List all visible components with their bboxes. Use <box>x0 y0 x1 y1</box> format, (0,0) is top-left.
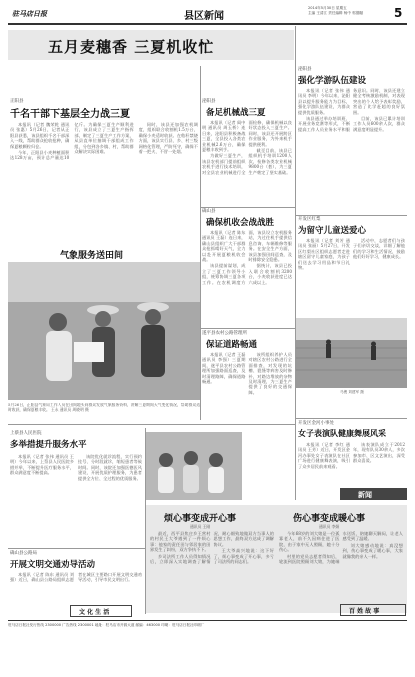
article-harvest-headline: 确保机收会战战胜 <box>206 218 275 228</box>
paragraph: 该县提前谋划，成立了三夏工作领导小组，统筹协调三夏各项工作。在农机调度方面，该县设立农机服务站，为过往机手提供信息咨询、车辆维修等服务。在安全生产方面，该县加强田间巡查，及时排除安全隐患。 <box>202 230 292 285</box>
article-children <box>296 216 407 316</box>
article-dance-county: 开发区金河小事处 <box>298 421 334 426</box>
article-hospital <box>8 430 144 550</box>
article-dance-body <box>298 442 405 488</box>
paragraph: 本报讯（记者 张伟 通讯员 李明）今年以来，泌阳县以提升服务能力为目标，强化学游队伍建设，为群众提供优质服务。 <box>298 88 350 115</box>
article-road-headline: 保证道路畅通 <box>206 340 258 350</box>
paragraph: 截至目前，该县已组织机手培训1200人次，检修各类农业机械9800台（套），为三夏生产奠定了坚实基础。 <box>248 148 292 175</box>
article-bus-headline: 开展文明交通劝导活动 <box>10 560 96 570</box>
story-left <box>150 509 274 609</box>
article-dance <box>296 420 407 490</box>
column-rule <box>145 428 146 614</box>
article-main-county: 正阳县 <box>10 99 24 104</box>
stamp-box-left-label: 文 化 生 活 <box>79 609 110 616</box>
paragraph: 本报讯（记者 陈东 通讯员 刘强）近日，确山县公路局组织志愿者在城区主要路口开展文明交通劝导活动，引导市民文明出行。 <box>10 572 142 583</box>
paper-name: 驻马店日报 <box>12 10 47 18</box>
field-photo-caption: 马俊 刘建军 摄 <box>340 390 364 394</box>
paragraph: 同时，该县还加强农机调度，组织联合收割机1.5万台，确保小麦适时收获。在秸秆禁烧方面，该县实行县、乡、村三级网格化管理，严防死守，确保不着一把火、不冒一处烟。 <box>138 122 198 155</box>
section-rule <box>8 424 295 425</box>
paragraph: 该表演队成立于2012年，现有队员30余人，多次参加市、区文艺演出，深受群众喜爱。 <box>353 442 405 464</box>
paragraph: 王大爷高兴地说：这下好了，烦心事变成了开心事，多亏了司法所的同志们。 <box>213 548 274 565</box>
stamp-box-right <box>340 604 406 616</box>
article-main-body <box>10 122 198 236</box>
article-children-county: 开发区红梨 <box>298 217 321 222</box>
paragraph: 本报讯（记者 张伟 通讯员 王明）今年以来，上蔡县人民医院多措并举，不断提升医疗服务水平，群众满意度不断提高。 <box>10 454 74 476</box>
banner <box>8 30 294 60</box>
section-rule <box>296 418 407 419</box>
article-team-headline: 强化学游队伍建设 <box>298 76 367 86</box>
paragraph: 本报讯（记者 王磊 通讯员 李强）三夏期间，遂平县农村公路管理所加强路面巡查，及时清理路障，确保道路畅通。 <box>202 352 246 385</box>
field-photo <box>296 318 407 388</box>
paragraph: 为做好三夏生产，该县农机部门提前组织农机手进行技术培训，对全县农业机械进行全面检修，确保机械以良好状态投入三夏生产。同时，该县还开展跨区作业服务，为外来机手提供便利。 <box>202 120 292 175</box>
section-title: 县区新闻 <box>184 11 224 22</box>
stamp-box-right-label: 百 姓 故 事 <box>349 608 380 615</box>
story-left-headline: 烦心事变成开心事 <box>164 514 237 524</box>
editor-line: 主编 王清江 责任编辑 杨中 郭德樾 <box>308 11 363 15</box>
paragraph: 活动中，志愿者们与孩子们亲切交谈，详细了解他们的学习和生活情况，鼓励他们好好学习，健康成长。 <box>353 238 405 260</box>
stamp-box-left <box>70 605 132 617</box>
article-dance-headline: 女子表演队健康舞展风采 <box>298 429 386 438</box>
paragraph: 最近，西平县焦庄乡王营村的村民王大爷遇到了一件烦心事：他家的责任田与邻居家的田界发生了纠纷，双方争执不下。 <box>150 531 211 553</box>
article-hospital-body <box>10 454 142 548</box>
paragraph: 本报讯（记者 刘芳 通讯员 张丽）5月27日，开发区红梨社区组织志愿者走进辖区留守儿童家庭，为孩子们送去学习用品和节日礼物。 <box>298 238 350 271</box>
story-right-body <box>279 531 403 609</box>
article-road <box>200 330 294 420</box>
article-hospital-headline: 多举措提升服务水平 <box>10 440 87 450</box>
paragraph: 目前，该县已累计培训工作人员600余人次，群众满意度明显提升。 <box>353 116 405 132</box>
article-harvest-county: 确山县 <box>202 209 216 214</box>
paragraph: 据统计，该县已投入联合收割机3200台，小麦收获进度已达六成以上。 <box>248 263 292 285</box>
footer-rule <box>8 620 407 621</box>
article-bus-county: 确山县公路局 <box>10 551 37 556</box>
article-road-body <box>202 352 292 418</box>
field-photo-illustration <box>296 318 407 388</box>
page-number: 5 <box>394 6 403 20</box>
article-road-county: 遂平县农村公路管理所 <box>202 331 247 336</box>
story-right-headline: 伤心事变成暖心事 <box>293 514 366 524</box>
masthead-rule <box>8 23 407 25</box>
weather-headline: 气象服务送田间 <box>60 251 124 261</box>
paragraph: 该院优化就诊流程，实行预约挂号、分时段就诊，缩短患者等候时间。同时，该院还加强医德医风建设，开展优质护理服务，为患者提供全方位、全过程的优质服务。 <box>78 454 142 481</box>
paragraph: 村里的党员志愿者得知后，轮流到医院照顾刘大娘，为她端水送饭，陪她聊天解闷，让老人感受到了温暖。 <box>279 531 403 565</box>
banner-headline: 五月麦穗香 三夏机收忙 <box>48 38 215 56</box>
paragraph: 本报讯（记者 陈东 通讯员 王磊）连日来，确山县组织广大干部群众抢抓晴好天气，全力以赴开展夏粮机收会战。 <box>202 230 246 263</box>
article-bus-body <box>10 572 142 598</box>
news-flag-label: 新闻 <box>358 491 372 499</box>
article-main-headline: 千名干部下基层全力战三夏 <box>10 109 130 120</box>
children-photo <box>146 432 242 500</box>
story-right-byline: 通讯员 李娟 <box>319 524 340 529</box>
article-team <box>296 66 407 216</box>
paragraph: 本报讯（记者 阎中明 通讯员 周玉桥）连日来，泌阳县积极备战三夏，全县投入各类农业机械2.6万台，确保夏粮丰收到手。 <box>202 120 246 153</box>
article-main <box>8 98 200 238</box>
paragraph: 本报讯（记者 魏荣乾 通讯员 张惠）5月26日，记者从正阳县获悉，该县组织千名干部深入一线，帮助群众抢收抢种，确保夏粮颗粒归仓。 <box>10 122 70 149</box>
story-right <box>279 509 403 609</box>
article-machines-county: 泌阳县 <box>202 99 216 104</box>
section-rule <box>200 207 295 208</box>
story-left-byline: 通讯员 王刚 <box>190 524 211 529</box>
article-hospital-county: 上蔡县人民医院 <box>10 431 42 436</box>
section-rule <box>8 548 145 549</box>
weather-caption: 5月26日，正阳县气象局工作人员在田间地头向群众发放气象服务资料，讲解三夏期间天气变化情况，帮助群众适时收获，确保夏粮丰收。 王永 通讯员 周晓明 摄 <box>8 403 200 412</box>
article-bus <box>8 550 144 600</box>
paragraph: 今年，正阳县小麦种植面积达128万亩，预计总产量达10亿斤。为确保三夏生产顺利进行，该县成立了三夏生产指挥部，制定了三夏生产工作方案，从县直单位抽调干部组成工作组，分包到各乡镇、村，帮助群众解决实际困难。 <box>10 122 134 161</box>
column-rule <box>295 26 296 500</box>
article-team-body <box>298 88 405 214</box>
section-rule <box>200 328 295 329</box>
paragraph: 刘大娘感动地说：真没想到，伤心事变成了暖心事，大家就像我的亲人一样。 <box>342 542 403 559</box>
date-line: 2014年5月30日 星期五 <box>308 6 347 10</box>
masthead <box>8 6 407 20</box>
section-rule <box>296 215 407 216</box>
article-machines-headline: 备足机械战三夏 <box>206 108 266 118</box>
article-machines-body <box>202 120 292 206</box>
farm-photo-illustration <box>8 262 200 400</box>
paragraph: 今年68岁的刘大娘是一位孤寡老人，前不久因病住进了医院，由于家中无人照顾，她十分伤心。 <box>279 531 340 553</box>
weather-photo <box>8 262 200 400</box>
children-photo-illustration <box>146 432 242 500</box>
article-machines <box>200 98 294 208</box>
paragraph: 乡司法所工作人员得知情况后，立即深入实地调查了解情况，耐心细致地做双方当事人的思想工作，最终双方达成了调解协议。 <box>150 531 274 565</box>
column-rule <box>200 66 201 420</box>
paragraph: 本报讯（记者 李红 通讯员 王芳）近日，开发区金河办事处女子表演队在社区广场进行健康舞表演，吸引了众多居民前来观看。 <box>298 442 350 469</box>
article-harvest <box>200 208 294 318</box>
feature-box <box>146 505 407 613</box>
paragraph: 该县通过举办培训班、开展业务竞赛等形式，不断提高工作人员业务水平和服务意识。同时，该县还建立健全考核激励机制，对表现突出的个人给予表彰奖励，营造了比学赶超的良好氛围。 <box>298 88 405 132</box>
news-flag <box>340 488 407 500</box>
footer-text: 驻马店日报社发行热线 2300000 广告热线 2300001 地址：驻马店市开源大道 邮编：463000 印刷：驻马店日报社印刷厂 <box>8 623 205 627</box>
paragraph: 该所组织养护人员对辖区农村公路进行全面排查，对发现的坑槽、裂缝等病害及时修补，对路边堆放的杂物及时清理，为三夏生产提供了良好的交通保障。 <box>248 352 292 395</box>
article-team-county: 泌阳县 <box>298 67 312 72</box>
article-children-body <box>298 238 405 314</box>
story-left-body <box>150 531 274 609</box>
article-harvest-body <box>202 230 292 316</box>
article-children-headline: 为留守儿童送爱心 <box>298 226 367 236</box>
